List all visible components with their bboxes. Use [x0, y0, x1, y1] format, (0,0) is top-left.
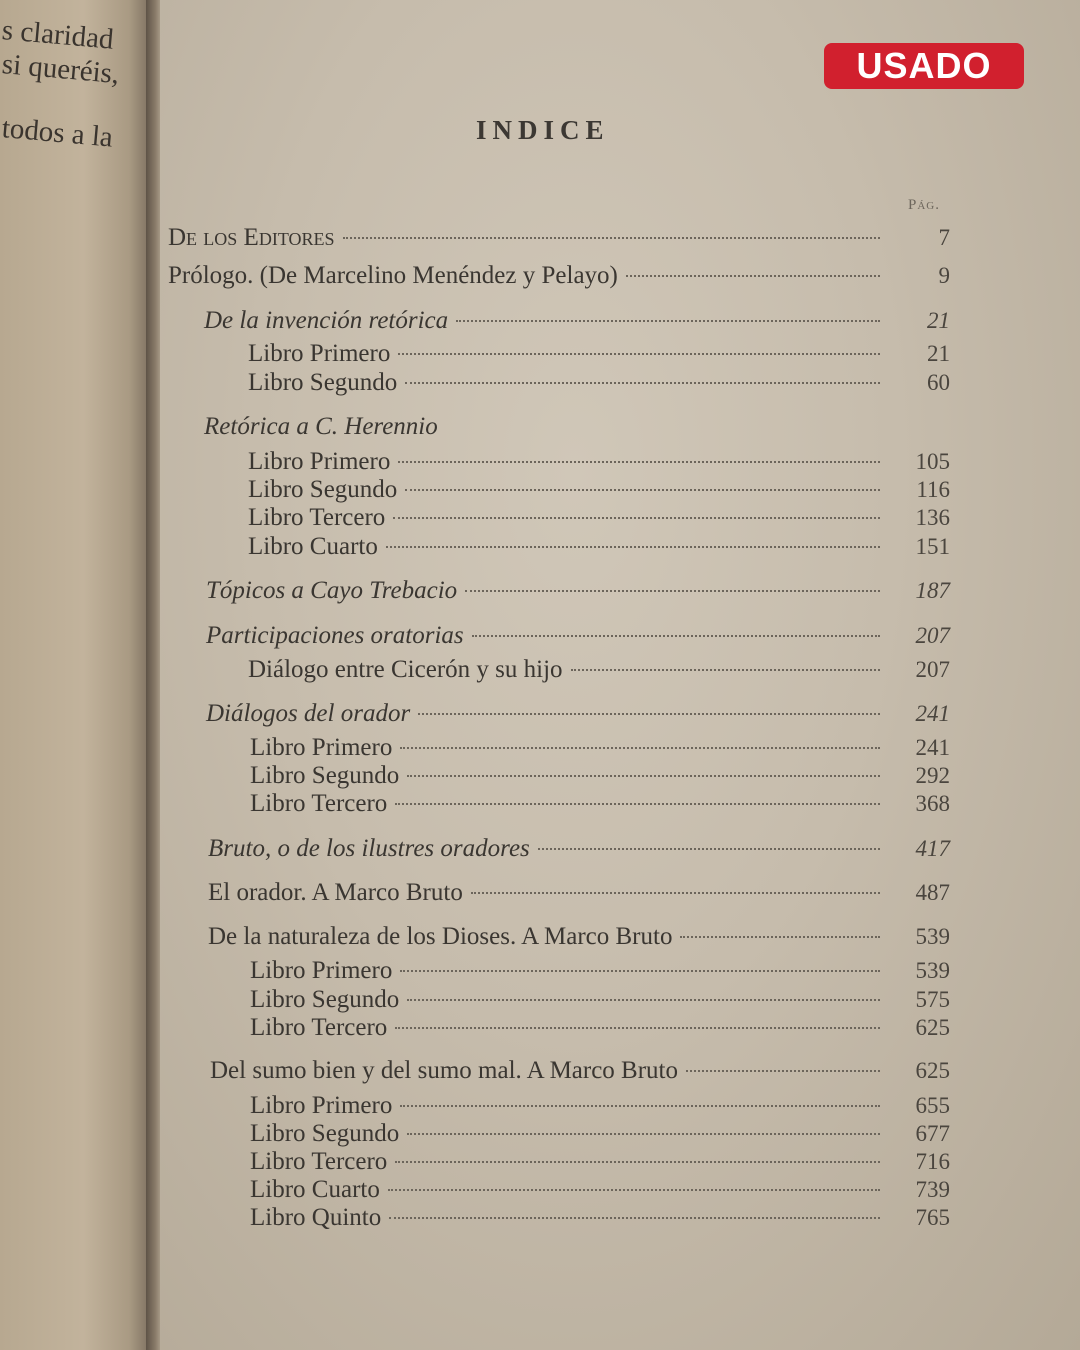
toc-entry-label: Prólogo. (De Marcelino Menéndez y Pelayo) [168, 262, 618, 289]
toc-entry-page: 60 [927, 370, 950, 395]
dot-leader [400, 970, 880, 972]
toc-entry-page: 136 [915, 505, 950, 530]
toc-entry-label: Libro Tercero [250, 1148, 388, 1175]
toc-entry-page: 539 [915, 924, 950, 949]
dot-leader [686, 1070, 880, 1072]
toc-entry-label: Libro Primero [250, 1092, 393, 1119]
toc-entry-label: Libro Tercero [250, 790, 388, 817]
toc-entry-label: Libro Segundo [248, 476, 398, 503]
dot-leader [395, 1027, 880, 1029]
toc-entry-page: 9 [938, 263, 950, 288]
toc-entry [248, 340, 950, 372]
toc-entry [250, 957, 950, 989]
dot-leader [395, 803, 880, 805]
dot-leader [407, 999, 880, 1001]
toc-entry-label: Diálogos del orador [206, 700, 411, 727]
toc-entry [206, 622, 950, 654]
toc-entry-label: Diálogo entre Cicerón y su hijo [248, 656, 563, 683]
dot-leader [538, 848, 880, 850]
toc-entry-label: Libro Tercero [248, 504, 386, 531]
dot-leader [400, 1105, 880, 1107]
toc-entry-label: De la naturaleza de los Dioses. A Marco Bruto [208, 923, 673, 950]
page-column-heading: Pág. [908, 197, 940, 213]
toc-entry-page: 575 [915, 987, 950, 1012]
toc-entry-label: Libro Quinto [250, 1204, 382, 1231]
toc-entry-label: Libro Primero [248, 448, 391, 475]
dot-leader [472, 635, 880, 637]
toc-entry [168, 224, 950, 256]
left-page-line: si queréis, [0, 48, 121, 91]
toc-entry-label: Participaciones oratorias [206, 622, 464, 649]
toc-entry [250, 790, 950, 822]
toc-entry-label: Libro Primero [250, 957, 393, 984]
dot-leader [389, 1217, 880, 1219]
toc-entry-label: El orador. A Marco Bruto [208, 879, 463, 906]
toc-entry-label: Bruto, o de los ilustres oradores [208, 835, 530, 862]
toc-entry [248, 533, 950, 565]
toc-entry-page: 207 [915, 623, 950, 648]
dot-leader [343, 237, 881, 239]
toc-entry-label: Del sumo bien y del sumo mal. A Marco Bruto [210, 1057, 679, 1084]
dot-leader [405, 382, 880, 384]
toc-entry-page: 539 [915, 958, 950, 983]
toc-entry-page: 21 [927, 308, 950, 333]
dot-leader [680, 936, 880, 938]
toc-entry-page: 21 [927, 341, 950, 366]
toc-entry-page: 765 [915, 1205, 950, 1230]
dot-leader [405, 489, 880, 491]
toc-entry-page: 625 [915, 1015, 950, 1040]
toc-entry-page: 151 [915, 534, 950, 559]
toc-entry-label: Libro Primero [250, 734, 393, 761]
toc-entry-label: Libro Primero [248, 340, 391, 367]
dot-leader [418, 713, 880, 715]
toc-entry-label: Libro Tercero [250, 1014, 388, 1041]
toc-entry-page: 716 [915, 1149, 950, 1174]
toc-entry-label: Retórica a C. Herennio [204, 413, 438, 440]
dot-leader [471, 892, 880, 894]
toc-entry-page: 116 [916, 477, 950, 502]
toc-entry [248, 504, 950, 536]
dot-leader [393, 517, 880, 519]
toc-entry-label: Libro Segundo [250, 986, 400, 1013]
toc-entry-page: 368 [915, 791, 950, 816]
left-page-line: s claridad [0, 14, 115, 56]
dot-leader [398, 353, 880, 355]
index-title: INDICE [476, 115, 610, 145]
toc-entry-page: 241 [915, 701, 950, 726]
toc-entry-page: 625 [915, 1058, 950, 1083]
dot-leader [456, 320, 880, 322]
dot-leader [465, 590, 880, 592]
left-page-line: todos a la [0, 112, 115, 154]
toc-entry-page: 655 [915, 1093, 950, 1118]
toc-section-heading [204, 413, 950, 445]
used-badge: USADO [824, 43, 1024, 89]
toc-entry-label: De los Editores [168, 224, 335, 251]
toc-entry [204, 307, 950, 339]
dot-leader [386, 546, 880, 548]
toc-entry-page: 187 [915, 578, 950, 603]
toc-entry-page: 487 [915, 880, 950, 905]
toc-entry-page: 292 [915, 763, 950, 788]
toc-entry-page: 7 [938, 225, 950, 250]
toc-entry-label: Libro Segundo [250, 762, 400, 789]
toc-entry [206, 577, 950, 609]
toc-entry-label: Libro Segundo [250, 1120, 400, 1147]
toc-entry [210, 1057, 950, 1089]
toc-entry [208, 879, 950, 911]
toc-entry-page: 417 [915, 836, 950, 861]
dot-leader [407, 775, 880, 777]
toc-entry-label: Tópicos a Cayo Trebacio [206, 577, 458, 604]
toc-entry [168, 262, 950, 294]
toc-entry-label: Libro Cuarto [248, 533, 378, 560]
toc-entry [250, 1204, 950, 1236]
toc-entry [208, 835, 950, 867]
toc-entry-label: Libro Cuarto [250, 1176, 380, 1203]
toc-entry-label: Libro Segundo [248, 369, 398, 396]
toc-entry-label: De la invención retórica [204, 307, 449, 334]
dot-leader [407, 1133, 880, 1135]
toc-entry-page: 677 [915, 1121, 950, 1146]
dot-leader [398, 461, 880, 463]
toc-entry-page: 739 [915, 1177, 950, 1202]
toc-entry [208, 923, 950, 955]
toc-entry-page: 241 [915, 735, 950, 760]
dot-leader [388, 1189, 880, 1191]
dot-leader [400, 747, 880, 749]
toc-entry [206, 700, 950, 732]
dot-leader [571, 669, 880, 671]
dot-leader [395, 1161, 880, 1163]
toc-entry [250, 1014, 950, 1046]
toc-entry-page: 207 [915, 657, 950, 682]
toc-entry [248, 369, 950, 401]
dot-leader [626, 275, 880, 277]
toc-entry-page: 105 [915, 449, 950, 474]
toc-entry [248, 656, 950, 688]
